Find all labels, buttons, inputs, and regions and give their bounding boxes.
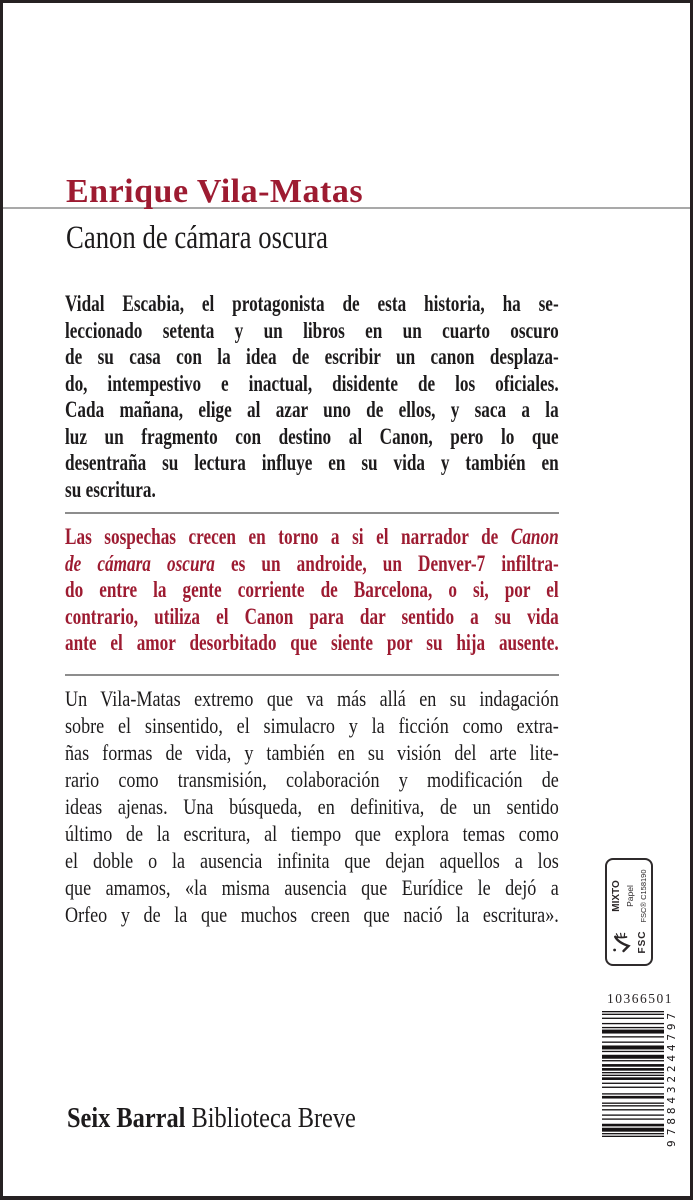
text-line: desentraña su lectura influye en su vida y también en: [65, 450, 559, 475]
synopsis-paragraph: [65, 291, 693, 503]
text-line: do entre la gente corriente de Barcelona, o si, por el: [65, 577, 559, 602]
fsc-certification-label: [605, 858, 653, 966]
text-line: leccionado setenta y un libros en un cuarto oscuro: [65, 317, 559, 343]
barcode-right-group: 2 4 4 7 9 7: [665, 1012, 678, 1073]
highlight-paragraph: [65, 524, 693, 657]
text-line: rario como transmisión, colaboración y modificación de: [65, 767, 559, 792]
book-title: Canon de cámara oscura: [66, 220, 328, 256]
isbn-barcode: [602, 1011, 680, 1147]
fsc-logo-text: FSC: [637, 930, 648, 954]
text-line: que amamos, «la misma ausencia que Eurídice le dejó a: [65, 875, 559, 900]
barcode-digits: [664, 1011, 679, 1147]
fsc-license-code: FSC® C158190: [639, 869, 648, 923]
barcode-first-digit: 9: [665, 1140, 678, 1147]
fsc-label-material: Papel: [625, 885, 635, 907]
barcode-left-group: 7 8 8 4 3 2: [665, 1075, 678, 1136]
text-line: contrario, utiliza el Canon para dar sentido a su vida: [65, 603, 559, 629]
print-code: 10366501: [607, 991, 673, 1006]
publisher-name: Seix Barral: [67, 1103, 186, 1134]
text-line: Las sospechas crecen en torno a si el narrador de Canon: [65, 524, 559, 549]
text-line: último de la escritura, al tiempo que explora temas como: [65, 821, 559, 846]
text-line: ñas formas de vida, y también en su visión del arte lite-: [65, 740, 559, 765]
text-line: de cámara oscura es un androide, un Denver-7 infiltra-: [65, 550, 559, 576]
text-line: do, intempestivo e inactual, disidente de los oficiales.: [65, 370, 559, 396]
review-paragraph: [65, 685, 665, 928]
fsc-label-type: MIXTO: [611, 880, 622, 912]
text-line: de su casa con la idea de escribir un canon desplaza-: [65, 344, 559, 369]
text-line: Cada mañana, elige al azar uno de ellos, y saca a la: [65, 397, 559, 422]
barcode-bars: [602, 1011, 664, 1137]
imprint: [67, 1103, 356, 1135]
text-line: ante el amor desorbitado que siente por su hija ausente.: [65, 630, 559, 655]
fsc-tree-check-icon: [611, 931, 638, 953]
text-line: su escritura.: [65, 476, 156, 502]
text-line: luz un fragmento con destino al Canon, pero lo que: [65, 423, 559, 449]
text-line: el doble o la ausencia infinita que dejan aquellos a los: [65, 848, 559, 873]
author-name: Enrique Vila-Matas: [66, 173, 364, 210]
text-line: sobre el sinsentido, el simulacro y la ficción como extra-: [65, 713, 559, 738]
text-line: ideas ajenas. Una búsqueda, en definitiva, de un sentido: [65, 794, 559, 819]
text-line: Orfeo y de la que muchos creen que nació la escritura».: [65, 902, 559, 927]
text-line: Vidal Escabia, el protagonista de esta historia, ha se-: [65, 291, 559, 316]
text-line: Un Vila-Matas extremo que va más allá en su indagación: [65, 686, 559, 711]
collection-name: Biblioteca Breve: [191, 1103, 356, 1134]
section-divider: [65, 512, 559, 514]
section-divider: [65, 674, 559, 676]
